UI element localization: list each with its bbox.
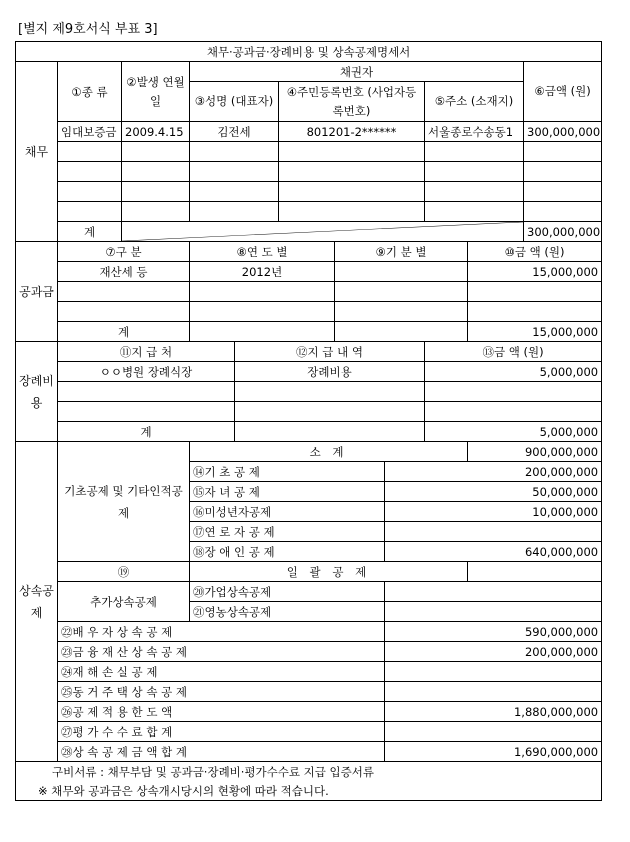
debt-empty-row [16, 162, 602, 182]
disabled-deduction-amount: 640,000,000 [385, 542, 602, 562]
funeral-detail-cell: 장례비용 [235, 362, 425, 382]
family-business-deduction-label: ⑳가업상속공제 [190, 582, 385, 602]
child-deduction-label: ⑮자 녀 공 제 [190, 482, 385, 502]
elderly-deduction-amount [385, 522, 602, 542]
creditor-address-cell: 서울종로수송동1 [425, 122, 524, 142]
funeral-payee-header: ⑪지 급 처 [58, 342, 235, 362]
child-deduction-amount: 50,000,000 [385, 482, 602, 502]
deduction-limit-amount: 1,880,000,000 [385, 702, 602, 722]
deduction-subtotal-label: 소 계 [190, 442, 468, 462]
tax-period-header: ⑨기 분 별 [335, 242, 468, 262]
debt-amount-cell: 300,000,000 [524, 122, 602, 142]
debt-section-label: 채무 [16, 62, 58, 242]
tax-type-header: ⑦구 분 [58, 242, 190, 262]
spouse-deduction-label: ㉒배 우 자 상 속 공 제 [58, 622, 385, 642]
creditor-name-header: ③성명 (대표자) [190, 82, 279, 122]
tax-year-header: ⑧연 도 별 [190, 242, 335, 262]
funeral-empty-row [16, 402, 602, 422]
disaster-loss-deduction-amount [385, 662, 602, 682]
funeral-total-label: 계 [58, 422, 235, 442]
minor-deduction-label: ⑯미성년자공제 [190, 502, 385, 522]
tax-year-cell: 2012년 [190, 262, 335, 282]
tax-total-label: 계 [58, 322, 190, 342]
debt-total-amount: 300,000,000 [524, 222, 602, 242]
debt-empty-row [16, 202, 602, 222]
debt-total-diagonal [122, 222, 524, 242]
total-deduction-label: ㉘상 속 공 제 금 액 합 계 [58, 742, 385, 762]
deduction-section-label: 상속공제 [16, 442, 58, 762]
tax-empty-row [16, 282, 602, 302]
appraisal-fee-label: ㉗평 가 수 수 료 합 계 [58, 722, 385, 742]
debt-type-cell: 임대보증금 [58, 122, 122, 142]
basic-deduction-group: 기초공제 및 기타인적공제 [58, 442, 190, 562]
funeral-empty-row [16, 382, 602, 402]
debt-empty-row [16, 182, 602, 202]
disabled-deduction-label: ⑱장 애 인 공 제 [190, 542, 385, 562]
tax-section-label: 공과금 [16, 242, 58, 342]
tax-amount-cell: 15,000,000 [468, 262, 602, 282]
lump-sum-deduction-label: 일 괄 공 제 [190, 562, 468, 582]
form-title: 채무·공과금·장례비용 및 상속공제명세서 [16, 42, 602, 62]
diagonal-line [122, 222, 523, 241]
debt-date-cell: 2009.4.15 [122, 122, 190, 142]
minor-deduction-amount: 10,000,000 [385, 502, 602, 522]
creditor-address-header: ⑤주소 (소재지) [425, 82, 524, 122]
total-deduction-amount: 1,690,000,000 [385, 742, 602, 762]
funeral-section-label: 장례비용 [16, 342, 58, 442]
cohabiting-house-deduction-amount [385, 682, 602, 702]
creditor-name-cell: 김전세 [190, 122, 279, 142]
form-number-header: [별지 제9호서식 부표 3] [18, 22, 158, 37]
creditor-id-cell: 801201-2****** [279, 122, 425, 142]
funeral-amount-cell: 5,000,000 [425, 362, 602, 382]
debt-amount-header: ⑥금액 (원) [524, 62, 602, 122]
tax-empty-row [16, 302, 602, 322]
funeral-total-amount: 5,000,000 [425, 422, 602, 442]
deduction-limit-label: ㉖공 제 적 용 한 도 액 [58, 702, 385, 722]
financial-asset-deduction-amount: 200,000,000 [385, 642, 602, 662]
basic-deduction-label: ⑭기 초 공 제 [190, 462, 385, 482]
elderly-deduction-label: ⑰연 로 자 공 제 [190, 522, 385, 542]
tax-type-cell: 재산세 등 [58, 262, 190, 282]
tax-total-amount: 15,000,000 [468, 322, 602, 342]
financial-asset-deduction-label: ㉓금 융 재 산 상 속 공 제 [58, 642, 385, 662]
statement-form [15, 41, 602, 801]
additional-deduction-group: 추가상속공제 [58, 582, 190, 622]
spouse-deduction-amount: 590,000,000 [385, 622, 602, 642]
debt-empty-row [16, 142, 602, 162]
lump-sum-number: ⑲ [58, 562, 190, 582]
current-status-note: ※ 채무와 공과금은 상속개시당시의 현황에 따라 적습니다. [16, 781, 602, 801]
debt-date-header: ②발생 연월일 [122, 62, 190, 122]
deduction-subtotal-amount: 900,000,000 [468, 442, 602, 462]
disaster-loss-deduction-label: ㉔재 해 손 실 공 제 [58, 662, 385, 682]
appraisal-fee-amount [385, 722, 602, 742]
cohabiting-house-deduction-label: ㉕동 거 주 택 상 속 공 제 [58, 682, 385, 702]
debt-type-header: ①종 류 [58, 62, 122, 122]
farming-deduction-label: ㉑영농상속공제 [190, 602, 385, 622]
tax-amount-header: ⑩금 액 (원) [468, 242, 602, 262]
funeral-payee-cell: ㅇㅇ병원 장례식장 [58, 362, 235, 382]
basic-deduction-amount: 200,000,000 [385, 462, 602, 482]
funeral-detail-header: ⑫지 급 내 역 [235, 342, 425, 362]
funeral-amount-header: ⑬금 액 (원) [425, 342, 602, 362]
tax-period-cell [335, 262, 468, 282]
creditor-header: 채권자 [190, 62, 524, 82]
debt-total-label: 계 [58, 222, 122, 242]
required-documents-note: 구비서류 : 채무부담 및 공과금·장례비·평가수수료 지급 입증서류 [16, 762, 602, 782]
creditor-id-header: ④주민등록번호 (사업자등록번호) [279, 82, 425, 122]
